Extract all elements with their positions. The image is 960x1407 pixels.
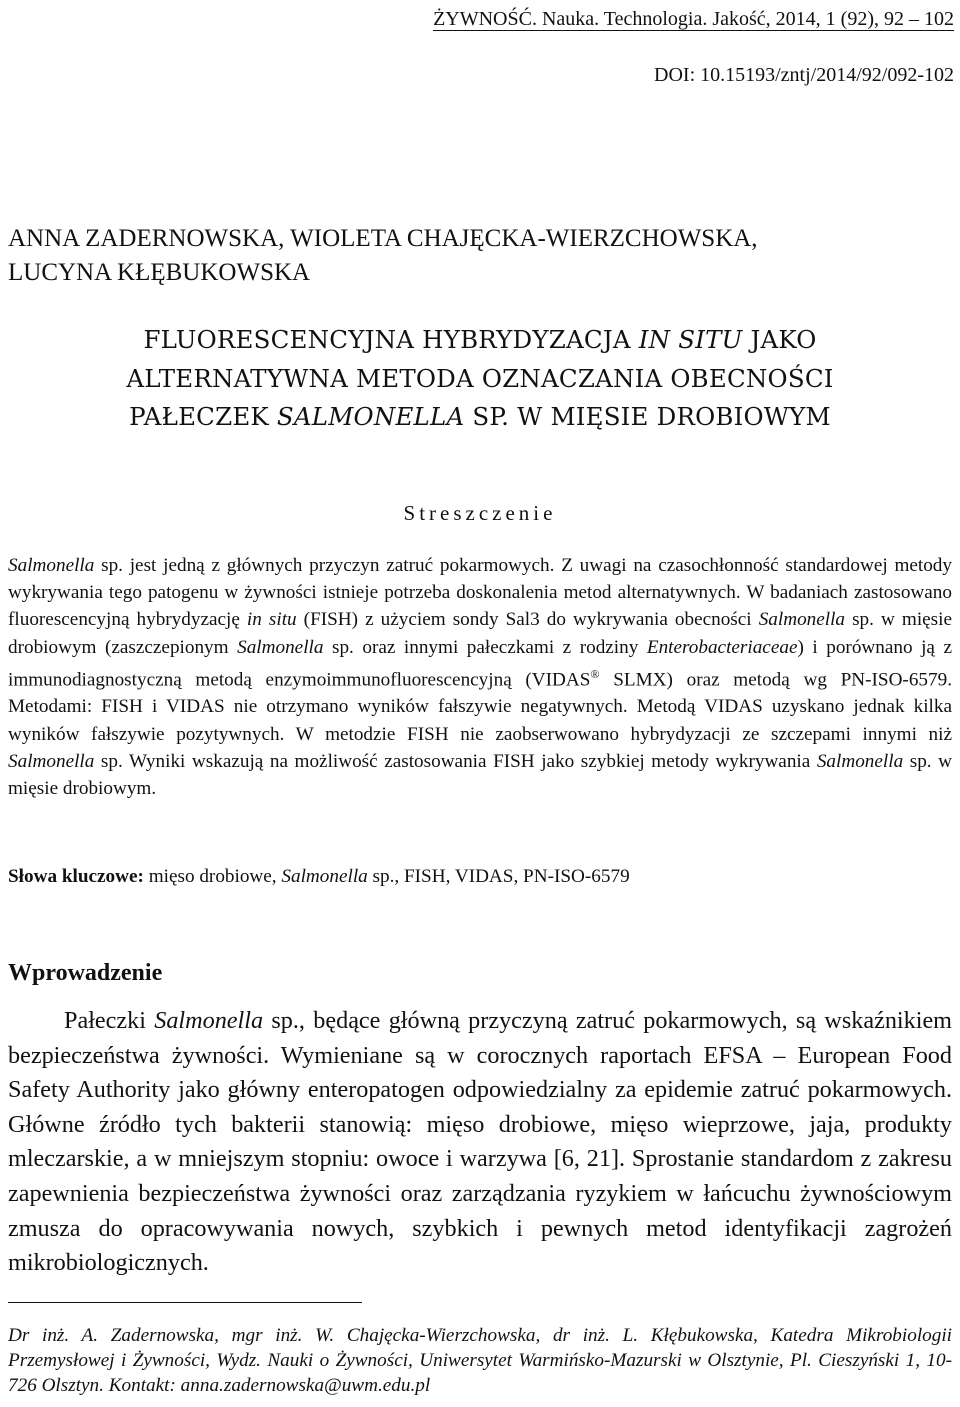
keywords-italic: Salmonella [281,866,368,887]
intro-italic: Salmonella [154,1007,264,1034]
abstract-italic: Salmonella [816,750,904,772]
abstract-text: sp. Wyniki wskazują na możliwość zastosowania FISH jako szybkiej metody wykrywania [94,750,817,772]
title-italic-salmonella: SALMONELLA [276,402,465,431]
abstract-heading: Streszczenie [403,501,557,525]
footnote-rule [8,1302,362,1303]
authors [8,222,938,290]
title-line-3 [8,398,952,437]
abstract-italic: Salmonella [8,750,95,772]
registered-mark: ® [590,666,600,681]
abstract-italic: in situ [246,609,297,631]
abstract-italic: Salmonella [237,636,324,658]
introduction-body [8,1004,952,1281]
title-line-2: ALTERNATYWNA METODA OZNACZANIA OBECNOŚCI [126,363,834,393]
abstract-text: (FISH) z użyciem sondy Sal3 do wykrywania obecności [296,609,759,631]
abstract-text: sp. jest jedną z głównych przyczyn zatruć pokarmowych. Z uwagi na czasochłonność standardowej metody wykrywania tego patogenu w żywności istnieje potrzeba doskonalenia metod alternatywnych. W badaniach zastosowano fluorescencyjną hybrydyzację [8,555,952,631]
header-underline [433,30,954,31]
title-text: JAKO [742,325,817,354]
abstract-text: ) i porównano ją z immunodiagnostyczną metodą enzymoimmunofluorescencyjną (VIDAS [8,636,952,691]
title-text: SP. W MIĘSIE DROBIOWYM [464,402,831,431]
abstract-text: sp. w mięsie drobiowym. [8,750,952,800]
paper-title [8,321,952,437]
authors-line-2: LUCYNA KŁĘBUKOWSKA [8,259,311,286]
journal-citation [433,6,954,32]
title-text: FLUORESCENCYJNA HYBRYDYZACJA [143,325,639,354]
abstract-text: sp. w mięsie drobiowym (zaszczepionym [8,609,952,658]
keywords-text: mięso drobiowe, [143,866,282,887]
title-text: PAŁECZEK [129,402,277,431]
keywords-label: Słowa kluczowe: [8,866,144,887]
authors-line-1: ANNA ZADERNOWSKA, WIOLETA CHAJĘCKA-WIERZCHOWSKA, [8,225,758,252]
abstract-italic: Salmonella [8,555,95,576]
abstract-body [8,552,952,802]
title-line-1 [8,321,952,360]
intro-text: Pałeczki [64,1007,155,1034]
keywords [8,864,952,890]
section-heading-introduction: Wprowadzenie [8,960,163,986]
intro-text: sp., będące główną przyczyną zatruć pokarmowych, są wskaźnikiem bezpieczeństwa żywności. Wymieniane są w corocznych raportach EFSA – European Food Safety Authority jako główny enteropatogen odpowiedzialny za epidemie zatruć pokarmowych. Główne źródło tych bakterii stanowią: mięso drobiowe, mięso wieprzowe, jaja, produkty mleczarskie, a w mniejszym stopniu: owoce i warzywa [6, 21]. Sprostanie standardom z zakresu zapewnienia bezpieczeństwa żywności oraz zarządzania ryzykiem w łańcuchu żywnościowym zmusza do opracowywania nowych, szybkich i pewnych metod identyfikacji zagrożeń mikrobiologicznych. [8,1007,952,1277]
abstract-text: sp. oraz innymi pałeczkami z rodziny [323,636,647,658]
keywords-text: sp., FISH, VIDAS, PN-ISO-6579 [367,866,630,887]
abstract-italic: Salmonella [758,609,846,631]
abstract-italic: Enterobacteriaceae [646,636,798,658]
author-affiliation-footnote: Dr inż. A. Zadernowska, mgr inż. W. Chajęcka-Wierzchowska, dr inż. L. Kłębukowska, Katedra Mikrobiologii Przemysłowej i Żywności, Wydz. Nauki o Żywności, Uniwersytet Warmińsko-Mazurski w Olsztynie, Pl. Cieszyński 1, 10-726 Olsztyn. Kontakt: anna.zadernowska@uwm.edu.pl [8,1325,952,1396]
title-italic-in-situ: IN SITU [638,325,743,354]
abstract-text: SLMX) oraz metodą wg PN-ISO-6579. Metodami: FISH i VIDAS nie otrzymano wyników fałszywie negatywnych. Metodą VIDAS uzyskano jednak kilka wyników fałszywie pozytywnych. W metodzie FISH nie zaobserwowano hybrydyzacji ze szczepami innymi niż [8,669,952,745]
doi: DOI: 10.15193/zntj/2014/92/092-102 [654,64,954,86]
journal-citation-text: ŻYWNOŚĆ. Nauka. Technologia. Jakość, 2014, 1 (92), 92 – 102 [433,8,954,30]
